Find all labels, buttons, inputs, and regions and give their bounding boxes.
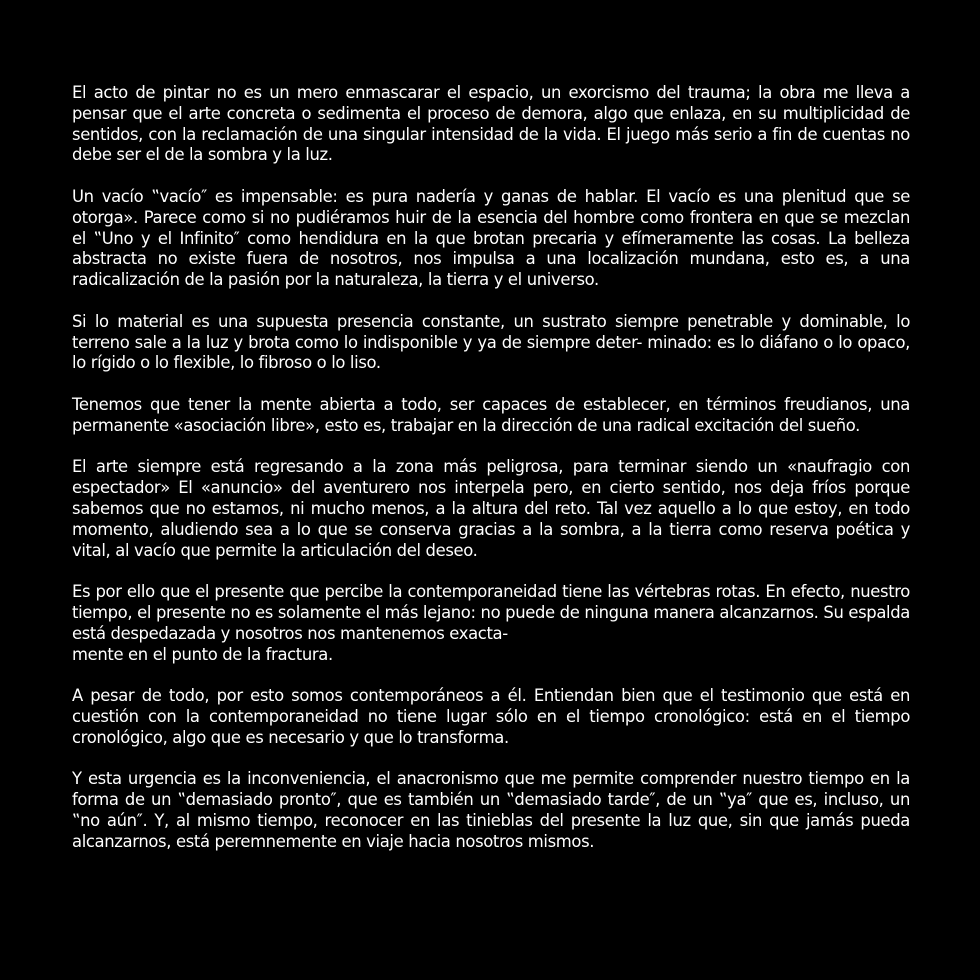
paragraph-2: Un vacío ‟vacío″ es impensable: es pura nadería y ganas de hablar. El vacío es una plenitud que se otorga». Parece como si no pudiéramos huir de la esencia del hombre como frontera en que se mezclan el ‟Uno y el Infinito″ como hendidura en la que brotan precaria y efímeramente las cosas. La belleza abstracta no existe fuera de nosotros, nos impulsa a una localización mundana, esto es, a una radicalización de la pasión por la naturaleza, la tierra y el universo.	[72, 186, 910, 290]
paragraph-3: Si lo material es una supuesta presencia constante, un sustrato siempre penetrable y dominable, lo terreno sale a la luz y brota como lo indisponible y ya de siempre deter- minado: es lo diáfano o lo opaco, lo rígido o lo flexible, lo fibroso o lo liso.	[72, 311, 910, 373]
paragraph-6: Es por ello que el presente que percibe la contemporaneidad tiene las vértebras rotas. En efecto, nuestro tiempo, el presente no es solamente el más lejano: no puede de ninguna manera alcanzarnos. Su espalda está despedazada y nosotros nos mantenemos exacta- mente en el punto de la fractura.	[72, 582, 910, 664]
essay-text	[72, 83, 910, 873]
paragraph-1: El acto de pintar no es un mero enmascarar el espacio, un exorcismo del trauma; la obra me lleva a pensar que el arte concreta o sedimenta el proceso de demora, algo que enlaza, en su multiplicidad de sentidos, con la reclamación de una singular intensidad de la vida. El juego más serio a fin de cuentas no debe ser el de la sombra y la luz.	[72, 83, 910, 165]
paragraph-5: El arte siempre está regresando a la zona más peligrosa, para terminar siendo un «naufragio con espectador» El «anuncio» del aventurero nos interpela pero, en cierto sentido, nos deja fríos porque sabemos que no estamos, ni mucho menos, a la altura del reto. Tal vez aquello a lo que estoy, en todo momento, aludiendo sea a lo que se conserva gracias a la sombra, a la tierra como reserva poética y vital, al vacío que permite la articulación del deseo.	[72, 457, 910, 560]
paragraph-8: Y esta urgencia es la inconveniencia, el anacronismo que me permite comprender nuestro tiempo en la forma de un ‟demasiado pronto″, que es también un ‟demasiado tarde″, de un ‟ya″ que es, incluso, un ‟no aún″. Y, al mismo tiempo, reconocer en las tinieblas del presente la luz que, sin que jamás pueda alcanzarnos, está peremnemente en viaje hacia nosotros mismos.	[72, 769, 910, 851]
paragraph-7: A pesar de todo, por esto somos contemporáneos a él. Entiendan bien que el testimonio que está en cuestión con la contemporaneidad no tiene lugar sólo en el tiempo cronológico: está en el tiempo cronológico, algo que es necesario y que lo transforma.	[72, 686, 910, 747]
paragraph-4: Tenemos que tener la mente abierta a todo, ser capaces de establecer, en términos freudianos, una permanente «asociación libre», esto es, trabajar en la dirección de una radical excitación del sueño.	[72, 394, 910, 435]
